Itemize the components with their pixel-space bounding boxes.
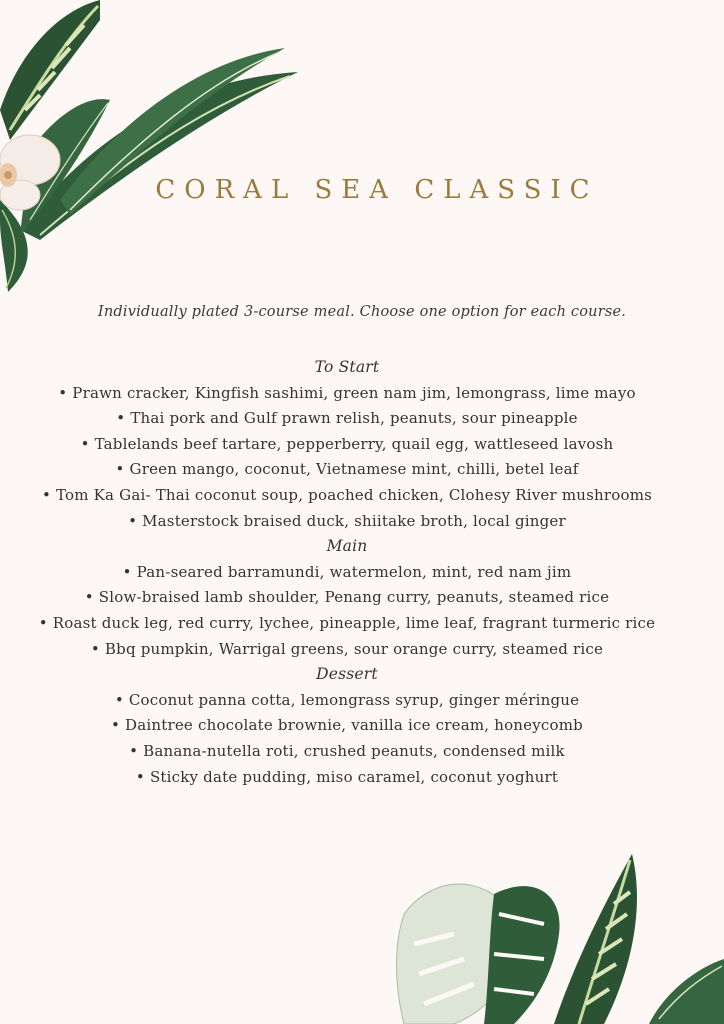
list-item: • Pan-seared barramundi, watermelon, mint, red nam jim	[122, 562, 572, 581]
menu-courses	[20, 355, 674, 790]
tropical-leaves-bottom-right	[394, 854, 724, 1024]
list-item: • Sticky date pudding, miso caramel, coconut yoghurt	[135, 767, 559, 786]
list-item: • Tom Ka Gai- Thai coconut soup, poached chicken, Clohesy River mushrooms	[41, 485, 653, 504]
list-item: • Slow-braised lamb shoulder, Penang curry, peanuts, steamed rice	[84, 588, 610, 607]
list-item: • Thai pork and Gulf prawn relish, peanuts, sour pineapple	[116, 409, 578, 428]
orchid-flower	[0, 120, 70, 220]
list-item: • Bbq pumpkin, Warrigal greens, sour orange curry, steamed rice	[90, 639, 604, 658]
list-item: • Tablelands beef tartare, pepperberry, quail egg, wattleseed lavosh	[80, 434, 614, 453]
list-item: • Green mango, coconut, Vietnamese mint, chilli, betel leaf	[115, 460, 579, 479]
list-item: • Roast duck leg, red curry, lychee, pineapple, lime leaf, fragrant turmeric rice	[38, 613, 656, 632]
list-item: • Coconut panna cotta, lemongrass syrup, ginger méringue	[114, 690, 580, 709]
menu-intro: Individually plated 3-course meal. Choose one option for each course.	[97, 304, 627, 320]
list-item: • Daintree chocolate brownie, vanilla ice cream, honeycomb	[111, 716, 583, 735]
course-heading-dessert: Dessert	[316, 665, 378, 684]
list-item: • Banana-nutella roti, crushed peanuts, condensed milk	[129, 741, 565, 760]
list-item: • Masterstock braised duck, shiitake broth, local ginger	[128, 511, 566, 530]
menu-title: CORAL SEA CLASSIC	[155, 175, 599, 205]
course-heading-start: To Start	[314, 358, 380, 376]
list-item: • Prawn cracker, Kingfish sashimi, green nam jim, lemongrass, lime mayo	[58, 383, 636, 402]
course-heading-main: Main	[326, 537, 368, 556]
